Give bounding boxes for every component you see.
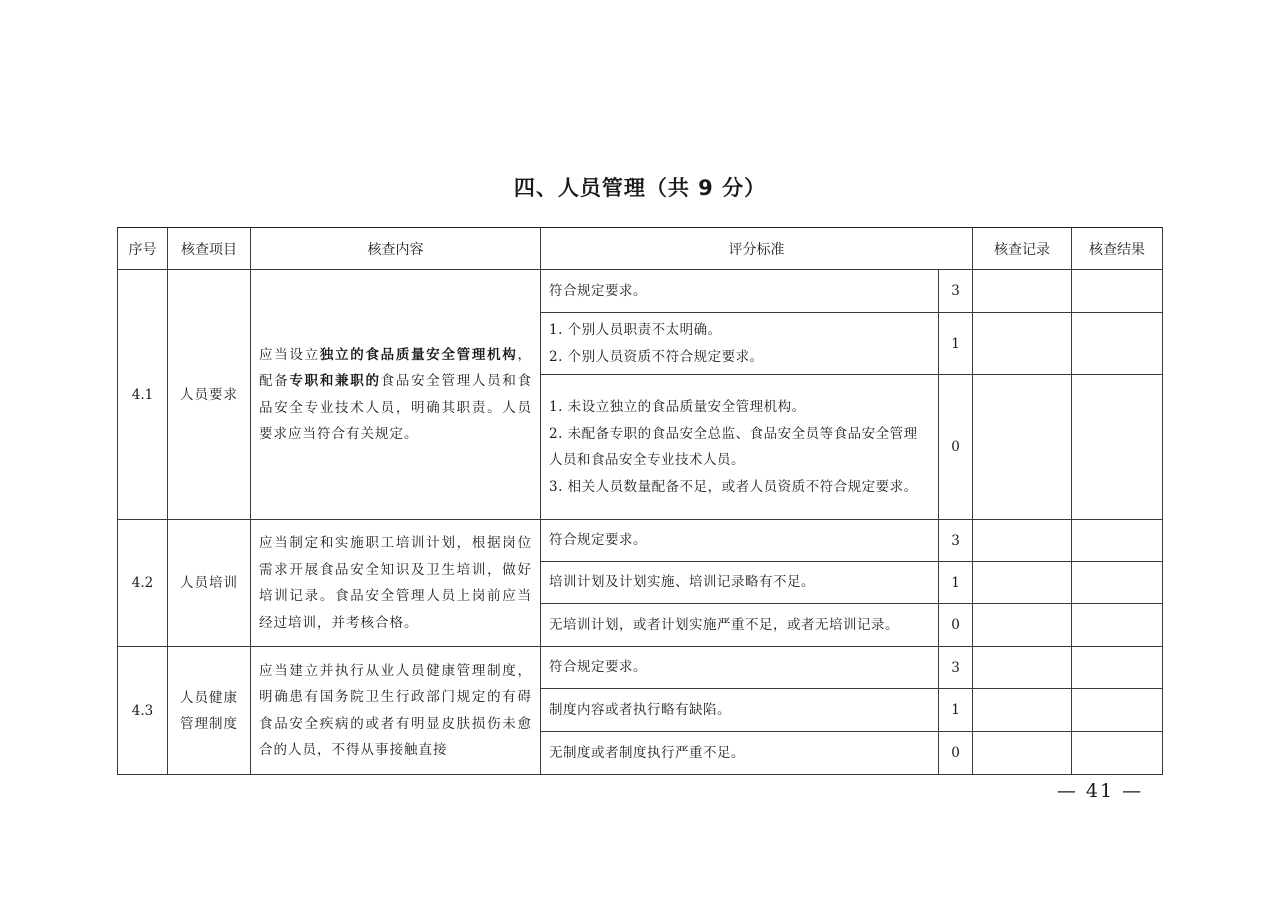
criteria-score: 1 — [939, 689, 973, 732]
criteria-score: 0 — [939, 732, 973, 775]
header-criteria: 评分标准 — [541, 228, 973, 270]
section-item: 人员要求 — [168, 270, 251, 520]
table-row — [118, 520, 1163, 562]
criteria-text: 培训计划及计划实施、培训记录略有不足。 — [541, 562, 939, 604]
criteria-score: 3 — [939, 647, 973, 689]
result-cell[interactable] — [1072, 270, 1163, 313]
criteria-text: 无制度或者制度执行严重不足。 — [541, 732, 939, 775]
criteria-text: 无培训计划，或者计划实施严重不足，或者无培训记录。 — [541, 604, 939, 647]
criteria-score: 0 — [939, 375, 973, 520]
result-cell[interactable] — [1072, 604, 1163, 647]
section-content: 应当制定和实施职工培训计划，根据岗位需求开展食品安全知识及卫生培训，做好培训记录。食品安全管理人员上岗前应当经过培训，并考核合格。 — [251, 520, 541, 647]
result-cell[interactable] — [1072, 562, 1163, 604]
section-no: 4.3 — [118, 647, 168, 775]
record-cell[interactable] — [973, 604, 1072, 647]
criteria-score: 0 — [939, 604, 973, 647]
criteria-text: 1. 个别人员职责不太明确。 2. 个别人员资质不符合规定要求。 — [541, 313, 939, 375]
criteria-score: 1 — [939, 313, 973, 375]
header-content: 核查内容 — [251, 228, 541, 270]
emphasis-text: 独立的食品质量安全管理机构 — [319, 346, 518, 363]
criteria-text: 符合规定要求。 — [541, 520, 939, 562]
criteria-score: 1 — [939, 562, 973, 604]
result-cell[interactable] — [1072, 732, 1163, 775]
section-item: 人员培训 — [168, 520, 251, 647]
inspection-table — [117, 227, 1163, 775]
header-record: 核查记录 — [973, 228, 1072, 270]
record-cell[interactable] — [973, 562, 1072, 604]
header-no: 序号 — [118, 228, 168, 270]
record-cell[interactable] — [973, 689, 1072, 732]
record-cell[interactable] — [973, 520, 1072, 562]
table-row — [118, 647, 1163, 689]
criteria-score: 3 — [939, 270, 973, 313]
section-no: 4.1 — [118, 270, 168, 520]
criteria-text: 符合规定要求。 — [541, 647, 939, 689]
section-content: 应当建立并执行从业人员健康管理制度，明确患有国务院卫生行政部门规定的有碍食品安全疾病的或者有明显皮肤损伤未愈合的人员，不得从事接触直接 — [251, 647, 541, 775]
record-cell[interactable] — [973, 313, 1072, 375]
header-item: 核查项目 — [168, 228, 251, 270]
result-cell[interactable] — [1072, 313, 1163, 375]
section-no: 4.2 — [118, 520, 168, 647]
emphasis-text: 专职和兼职的 — [289, 373, 381, 389]
result-cell[interactable] — [1072, 520, 1163, 562]
page-title: 四、人员管理（共 9 分） — [513, 176, 767, 200]
criteria-text: 符合规定要求。 — [541, 270, 939, 313]
header-result: 核查结果 — [1072, 228, 1163, 270]
result-cell[interactable] — [1072, 689, 1163, 732]
section-content: 应当设立独立的食品质量安全管理机构，配备专职和兼职的食品安全管理人员和食品安全专业技术人员，明确其职责。人员要求应当符合有关规定。 — [251, 270, 541, 520]
table-row — [118, 270, 1163, 313]
record-cell[interactable] — [973, 647, 1072, 689]
page-number: — 41 — — [1056, 780, 1144, 802]
criteria-text: 制度内容或者执行略有缺陷。 — [541, 689, 939, 732]
criteria-text: 1. 未设立独立的食品质量安全管理机构。 2. 未配备专职的食品安全总监、食品安全员等食品安全管理人员和食品安全专业技术人员。 3. 相关人员数量配备不足，或者人员资质不符合规定要求。 — [541, 375, 939, 520]
record-cell[interactable] — [973, 270, 1072, 313]
record-cell[interactable] — [973, 732, 1072, 775]
criteria-score: 3 — [939, 520, 973, 562]
result-cell[interactable] — [1072, 647, 1163, 689]
record-cell[interactable] — [973, 375, 1072, 520]
result-cell[interactable] — [1072, 375, 1163, 520]
table-header-row — [118, 228, 1163, 270]
section-item: 人员健康管理制度 — [168, 647, 251, 775]
